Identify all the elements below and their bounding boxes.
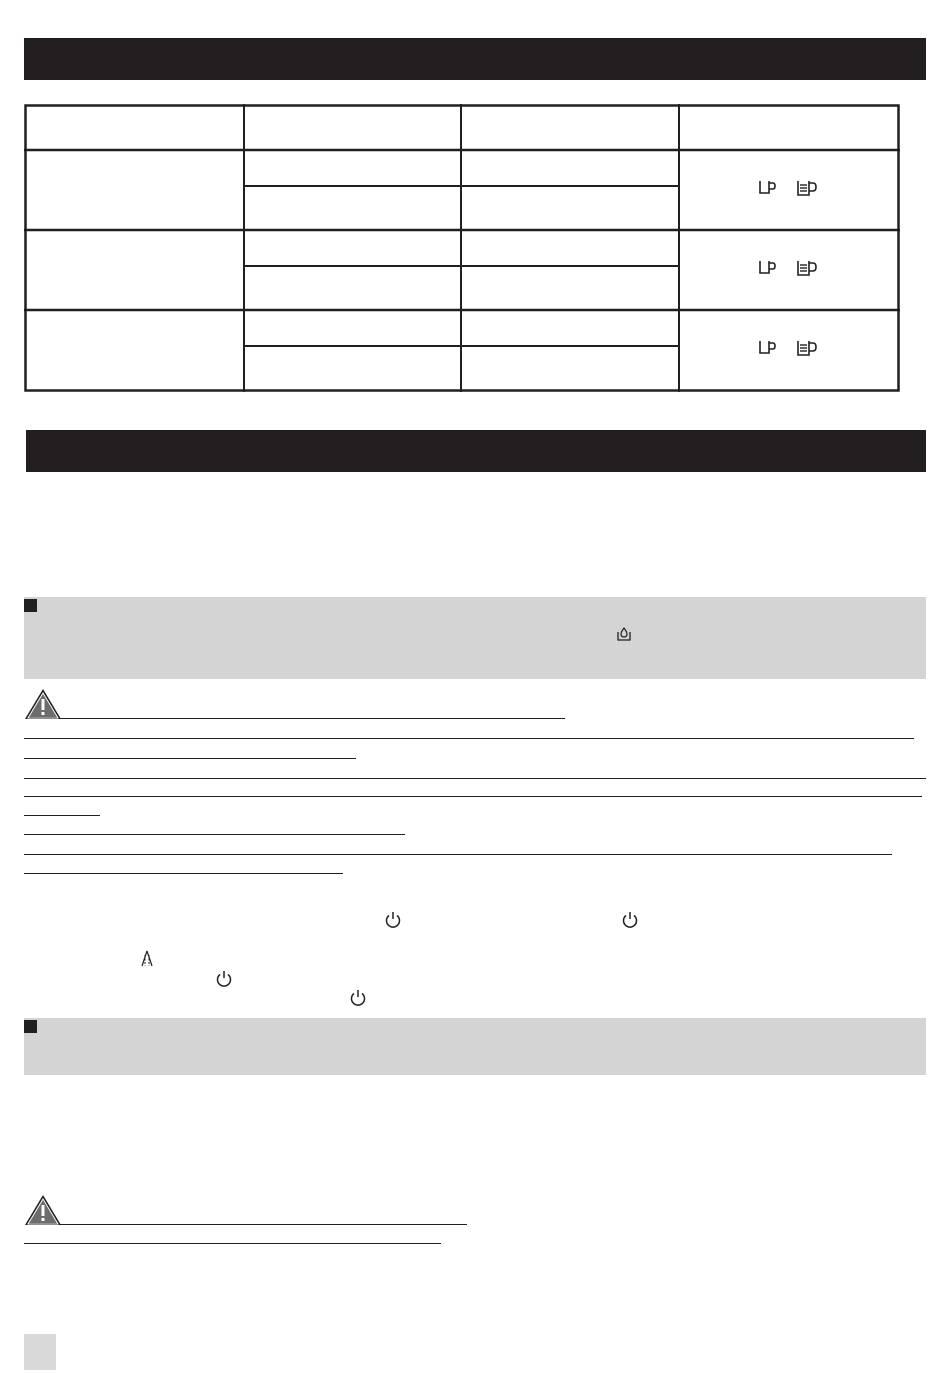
warning-rule: [24, 815, 100, 816]
drop-in-box-icon: [616, 626, 632, 642]
warning-rule: [24, 738, 914, 739]
warning-rule: [24, 796, 922, 797]
cup-icon: [758, 260, 778, 276]
mug-icon: [796, 179, 820, 197]
warning-triangle-icon: [24, 688, 62, 720]
warning-rule: [24, 758, 356, 759]
mug-icon: [796, 259, 820, 277]
warning-rule: [24, 1243, 441, 1244]
note-panel-2: [24, 1018, 926, 1075]
steam-icon: [140, 950, 154, 968]
power-icon: [384, 911, 402, 929]
warning-rule: [24, 834, 405, 835]
cup-icon: [758, 180, 778, 196]
warning-rule: [24, 778, 926, 779]
mug-icon: [796, 339, 820, 357]
warning-rule: [24, 873, 343, 874]
section-header-bar-1: [24, 38, 926, 80]
note-bullet-square: [24, 599, 37, 612]
note-bullet-square: [24, 1020, 37, 1033]
warning-rule: [24, 854, 892, 855]
warning-rule: [60, 1224, 467, 1225]
page-number-tab: [24, 1334, 56, 1370]
note-panel-1: [24, 597, 926, 679]
warning-rule: [60, 718, 565, 719]
power-icon: [215, 970, 233, 988]
cup-icon: [758, 340, 778, 356]
warning-triangle-icon: [24, 1194, 62, 1226]
brew-table: [24, 104, 900, 392]
power-icon: [621, 911, 639, 929]
power-icon: [349, 989, 367, 1007]
section-header-bar-2: [26, 430, 926, 472]
